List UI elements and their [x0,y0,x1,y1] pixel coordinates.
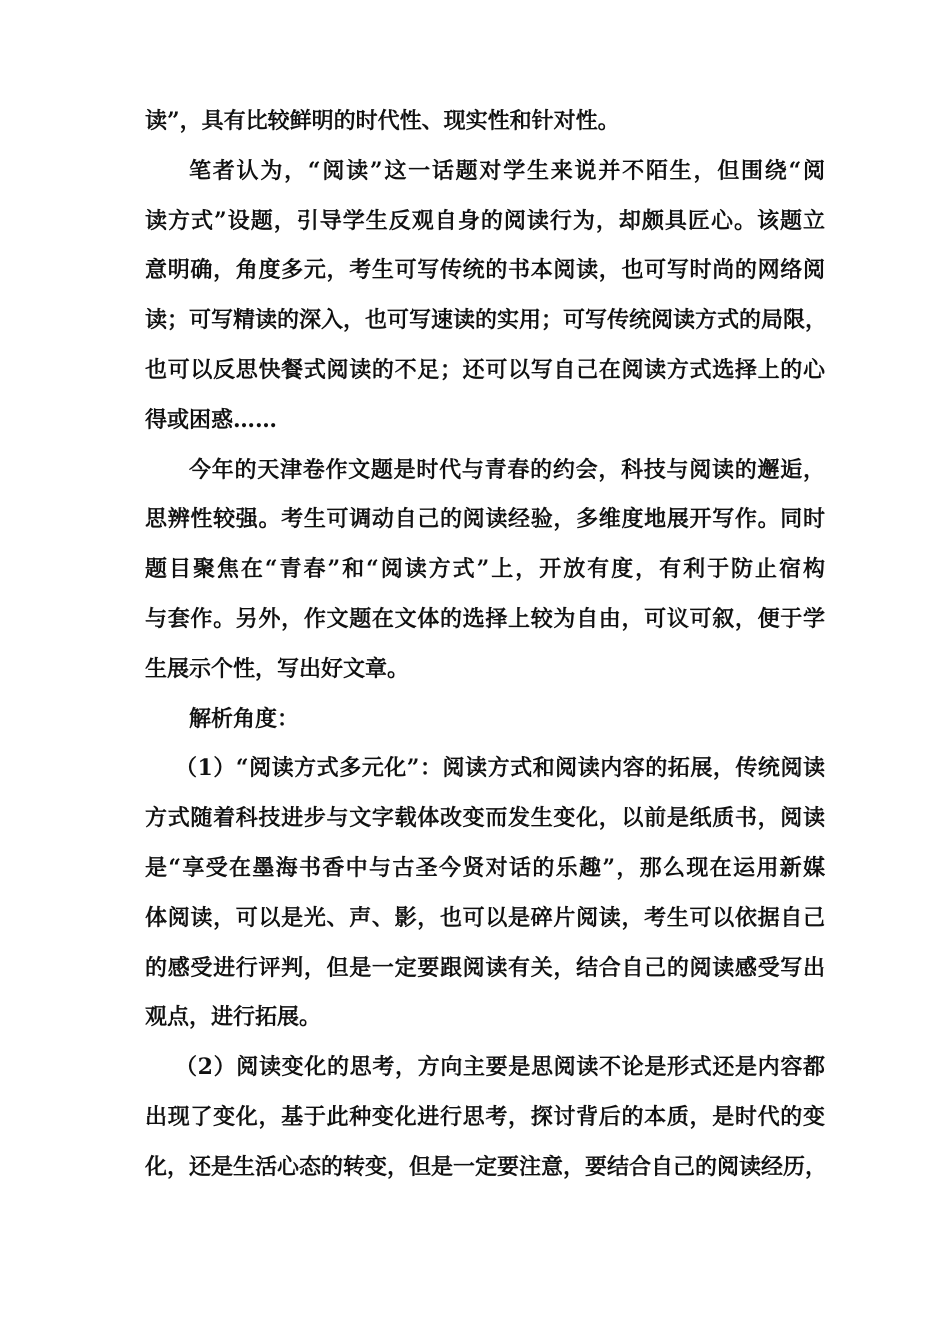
text-line: 意明确，角度多元，考生可写传统的书本阅读，也可写时尚的网络阅 [145,257,825,284]
text-line: 得或困惑…… [145,406,278,433]
text-line: 的感受进行评判，但是一定要跟阅读有关，结合自己的阅读感受写出 [145,954,825,981]
body-text [145,97,828,1193]
section-heading: 解析角度： [189,705,300,732]
text-line: （2）阅读变化的思考，方向主要是思阅读不论是形式还是内容都 [175,1054,825,1081]
text-line: 是“享受在墨海书香中与古圣今贤对话的乐趣”，那么现在运用新媒 [145,854,825,881]
text-line: 思辨性较强。考生可调动自己的阅读经验，多维度地展开写作。同时 [145,506,825,533]
text-line: 读；可写精读的深入，也可写速读的实用；可写传统阅读方式的局限， [145,307,828,334]
text-line: 笔者认为，“阅读”这一话题对学生来说并不陌生，但围绕“阅 [189,157,825,184]
text-line: （1）“阅读方式多元化”：阅读方式和阅读内容的拓展，传统阅读 [175,755,825,782]
text-line: 题目聚焦在“青春”和“阅读方式”上，开放有度，有利于防止宿构 [145,556,825,583]
text-line: 观点，进行拓展。 [145,1004,322,1031]
text-line: 体阅读，可以是光、声、影，也可以是碎片阅读，考生可以依据自己 [145,904,825,931]
text-line: 方式随着科技进步与文字载体改变而发生变化，以前是纸质书，阅读 [145,805,825,832]
text-line: 生展示个性，写出好文章。 [145,655,410,682]
text-line: 读方式”设题，引导学生反观自身的阅读行为，却颇具匠心。该题立 [145,207,825,234]
text-line: 今年的天津卷作文题是时代与青春的约会，科技与阅读的邂逅， [189,456,825,483]
text-line: 与套作。另外，作文题在文体的选择上较为自由，可议可叙，便于学 [145,605,825,632]
text-line: 出现了变化，基于此种变化进行思考，探讨背后的本质，是时代的变 [145,1103,825,1130]
text-line: 也可以反思快餐式阅读的不足；还可以写自己在阅读方式选择上的心 [145,356,825,383]
text-line: 读”，具有比较鲜明的时代性、现实性和针对性。 [145,108,620,134]
text-line: 化，还是生活心态的转变，但是一定要注意，要结合自己的阅读经历， [145,1153,828,1180]
